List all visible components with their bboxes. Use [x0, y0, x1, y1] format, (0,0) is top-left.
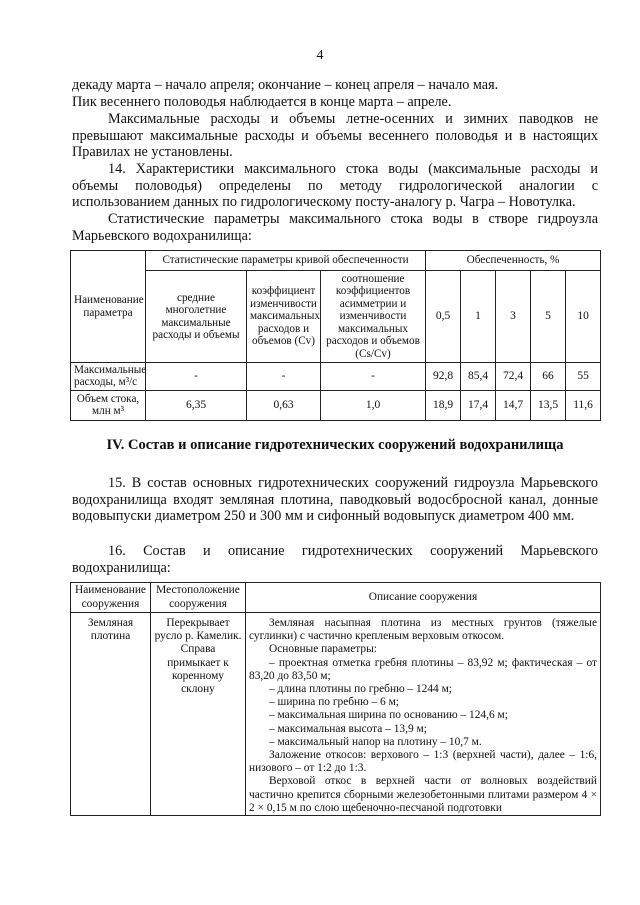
description-line: Земляная насыпная плотина из местных грунтов (тяжелые суглинки) с частично крепленым верховым откосом. [249, 617, 597, 643]
row-mean: 6,35 [146, 390, 247, 420]
section-title: IV. Состав и описание гидротехнических сооружений водохранилища [106, 437, 564, 453]
probability-cell: 3 [496, 271, 531, 363]
value-cell: 18,9 [426, 390, 461, 420]
value-cell: 72,4 [496, 363, 531, 391]
description-line: – проектная отметка гребня плотины – 83,92 м; фактическая – от 83,20 до 83,50 м; [249, 656, 597, 682]
value-cell: 17,4 [461, 390, 496, 420]
row-name: Объем стока, млн м³ [71, 390, 146, 420]
structure-description [246, 613, 601, 816]
header-curve-parameters: Статистические параметры кривой обеспеченности [146, 251, 426, 271]
header-cv: коэффициент изменчивости максимальных расходов и объемов (Cv) [247, 271, 321, 363]
description-line: – максимальная ширина по основанию – 124,6 м; [269, 709, 508, 722]
description-line: – максимальная высота – 13,9 м; [269, 722, 427, 735]
header-probability: Обеспеченность, % [426, 251, 601, 271]
header-structure-location: Местоположение сооружения [151, 583, 246, 613]
description-line: Заложение откосов: верхового – 1:3 (верхней части), далее – 1:6, низового – от 1:2 до 1:3. [249, 749, 597, 775]
description-line: – длина плотины по гребню – 1244 м; [269, 683, 452, 696]
row-ratio: 1,0 [321, 390, 426, 420]
description-line: Верховой откос в верхней части от волновых воздействий частично крепится сборными железобетонными плитами размером 4 × 2 × 0,15 м по слою щебеночно-песчаной подготовки [249, 775, 597, 814]
header-cs-cv-ratio: соотношение коэффициентов асимметрии и изменчивости максимальных расходов и объемов (Cs/Cv) [321, 271, 426, 363]
value-cell: 55 [566, 363, 601, 391]
page-number: 4 [316, 48, 324, 63]
row-name: Максимальные расходы, м³/с [71, 363, 146, 391]
header-structure-name: Наименование сооружения [71, 583, 151, 613]
header-parameter-name: Наименование параметра [71, 251, 146, 363]
value-cell: 14,7 [496, 390, 531, 420]
paragraph-stat-intro: Статистические параметры максимального стока воды в створе гидроузла Марьевского водохранилища: [72, 211, 598, 244]
header-mean: средние многолетние максимальные расходы и объемы [146, 271, 247, 363]
value-cell: 92,8 [426, 363, 461, 391]
probability-cell: 10 [566, 271, 601, 363]
probability-cell: 0,5 [426, 271, 461, 363]
description-line: – ширина по гребню – 6 м; [269, 696, 399, 709]
value-cell: 13,5 [531, 390, 566, 420]
paragraph-14: 14. Характеристики максимального стока воды (максимальные расходы и объемы половодья) определены по методу гидрологической аналогии с использованием данных по гидрологическому посту-аналогу р. Чагра – Новотулка. [72, 161, 598, 211]
value-cell: 11,6 [566, 390, 601, 420]
structure-location: Перекрывает русло р. Камелик. Справа примыкает к коренному склону [151, 613, 246, 816]
table-row [71, 390, 601, 420]
table-row [71, 363, 601, 391]
probability-cell: 5 [531, 271, 566, 363]
row-mean: - [146, 363, 247, 391]
structure-name: Земляная плотина [71, 613, 151, 816]
row-cv: - [247, 363, 321, 391]
value-cell: 85,4 [461, 363, 496, 391]
paragraph-continuation-2: Пик весеннего половодья наблюдается в конце марта – апреле. [72, 94, 452, 110]
header-structure-description: Описание сооружения [246, 583, 601, 613]
statistics-table [70, 250, 601, 421]
paragraph-16: 16. Состав и описание гидротехнических сооружений Марьевского водохранилища: [72, 543, 598, 576]
row-cv: 0,63 [247, 390, 321, 420]
paragraph-max-flows: Максимальные расходы и объемы летне-осенних и зимних паводков не превышают максимальные расходы и объемы весеннего половодья и в настоящих Правилах не установлены. [72, 111, 598, 161]
value-cell: 66 [531, 363, 566, 391]
paragraph-15: 15. В состав основных гидротехнических сооружений гидроузла Марьевского водохранилища входят земляная плотина, паводковый водосбросной канал, донные водовыпуски диаметром 250 и 300 мм и сифонный водовыпуск диаметром 400 мм. [72, 475, 598, 525]
table-row [71, 613, 601, 816]
paragraph-continuation-1: декаду марта – начало апреля; окончание – конец апреля – начало мая. [72, 77, 499, 93]
row-ratio: - [321, 363, 426, 391]
probability-cell: 1 [461, 271, 496, 363]
description-line: Основные параметры: [269, 643, 377, 656]
structures-table [70, 582, 601, 816]
description-line: – максимальный напор на плотину – 10,7 м. [269, 735, 482, 748]
